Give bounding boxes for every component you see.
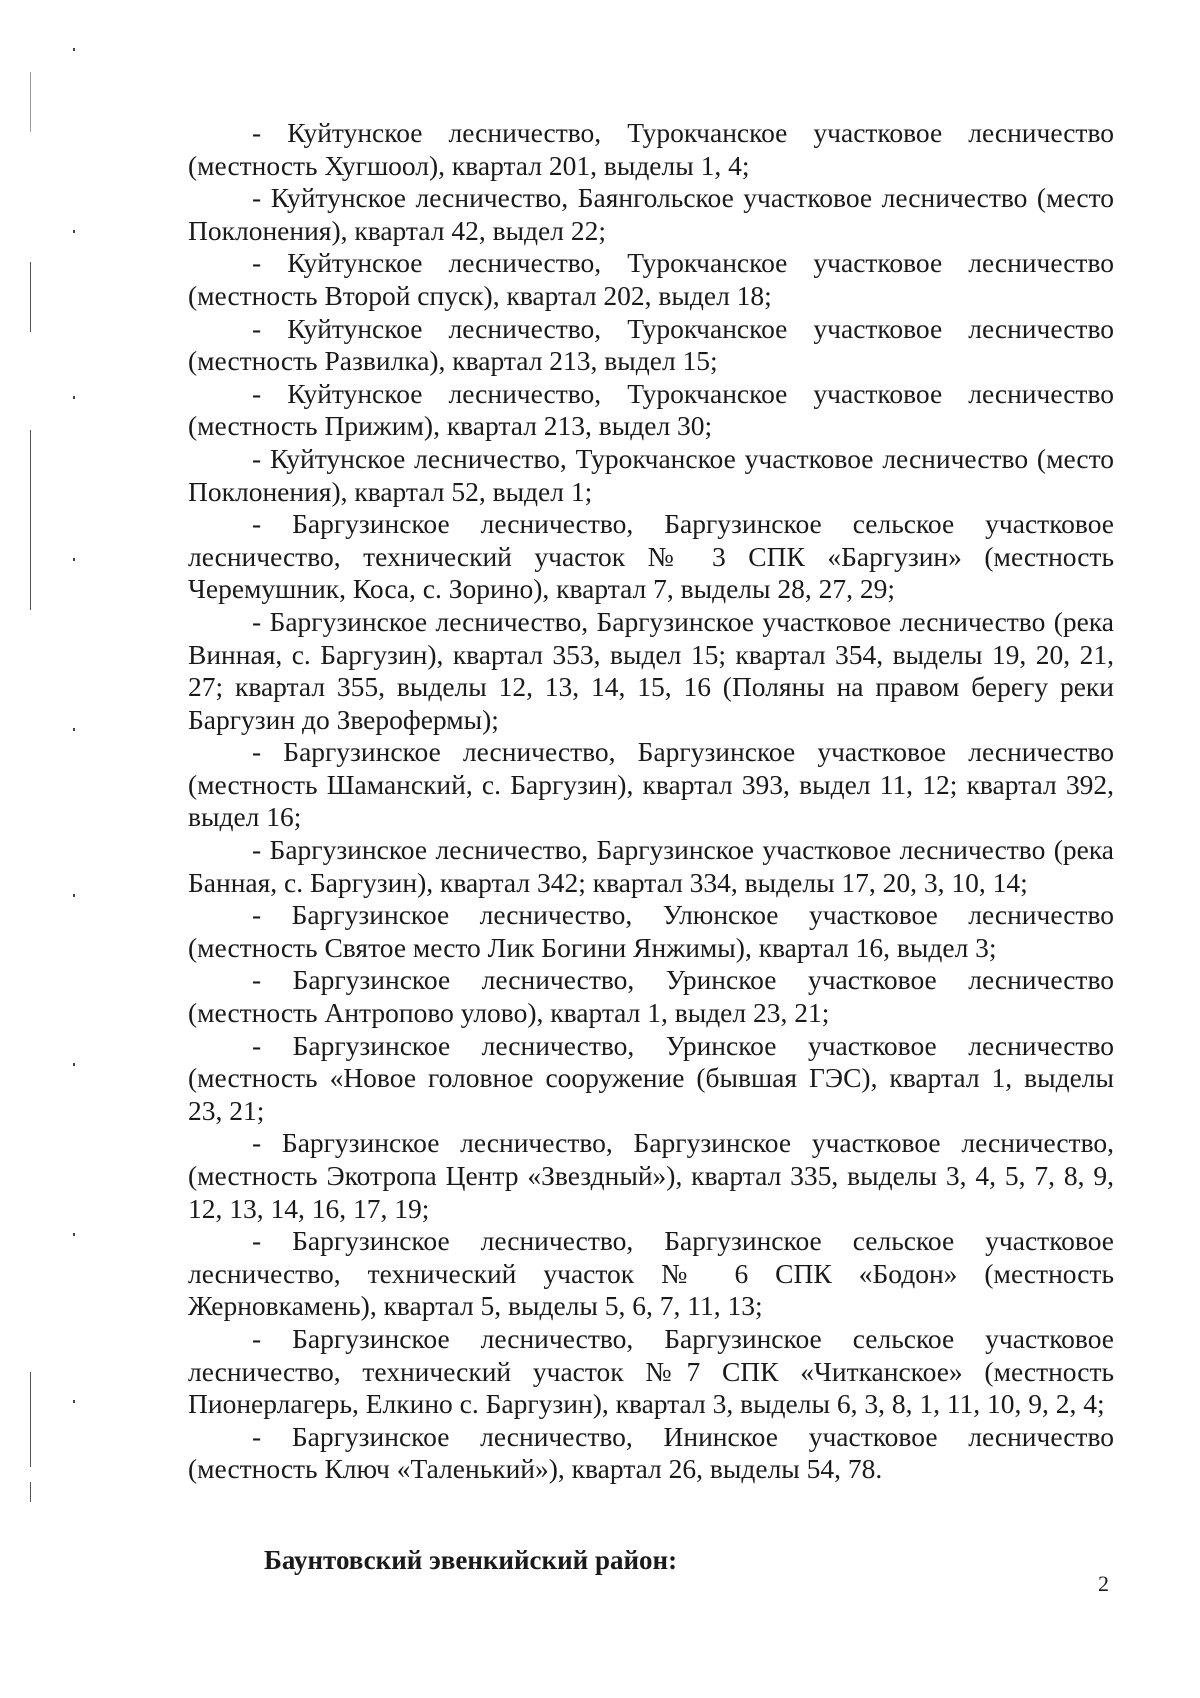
list-item: - Баргузинское лесничество, Улюнское участковое лесничество (местность Святое место Лик Богини Янжимы), квартал 16, выдел 3;: [188, 899, 1114, 963]
scan-artifact-line: [30, 262, 31, 332]
list-item: - Куйтунское лесничество, Турокчанское участковое лесничество (местность Хугшоол), квартал 201, выделы 1, 4;: [188, 117, 1114, 181]
list-item: - Баргузинское лесничество, Баргузинское участковое лесничество (местность Шаманский, с. Баргузин), квартал 393, выдел 11, 12; квартал 392, выдел 16;: [188, 736, 1114, 833]
list-item: - Куйтунское лесничество, Турокчанское участковое лесничество (местность Развилка), квартал 213, выдел 15;: [188, 312, 1114, 377]
list-item: - Баргузинское лесничество, Уринское участковое лесничество (местность Антропово улово), квартал 1, выдел 23, 21;: [188, 964, 1114, 1029]
list-item: - Куйтунское лесничество, Турокчанское участковое лесничество (местность Прижим), квартал 213, выдел 30;: [188, 377, 1114, 442]
scan-artifact-dot: [73, 48, 75, 51]
scan-artifact-dot: [73, 894, 75, 897]
list-item: - Куйтунское лесничество, Турокчанское участковое лесничество (место Поклонения), квартал 52, выдел 1;: [188, 442, 1114, 507]
scan-artifact-line: [30, 72, 31, 132]
list-item: - Баргузинское лесничество, Баргузинское участковое лесничество (река Банная, с. Баргузин), квартал 342; квартал 334, выделы 17, 20, 3, 10, 14;: [188, 834, 1114, 898]
scan-artifact-dot: [73, 1400, 75, 1403]
list-item: - Баргузинское лесничество, Ининское участковое лесничество (местность Ключ «Таленький»), квартал 26, выделы 54, 78.: [188, 1420, 1114, 1485]
list-item: - Баргузинское лесничество, Баргузинское участковое лесничество, (местность Экотропа Центр «Звездный»), квартал 335, выделы 3, 4, 5, 7, 8, 9, 12, 13, 14, 16, 17, 19;: [188, 1127, 1114, 1224]
list-item: - Куйтунское лесничество, Баянгольское участковое лесничество (место Поклонения), квартал 42, выдел 22;: [188, 182, 1114, 246]
list-item: - Баргузинское лесничество, Баргузинское сельское участковое лесничество, технический участок № 3 СПК «Баргузин» (местность Черемушник, Коса, с. Зорино), квартал 7, выделы 28, 27, 29;: [188, 508, 1114, 605]
document-body: [188, 117, 1114, 1577]
scan-artifact-dot: [73, 558, 75, 561]
page-number: 2: [1098, 1571, 1109, 1596]
scan-artifact-line: [30, 1372, 31, 1467]
scan-artifact-dot: [73, 396, 75, 399]
list-item: - Куйтунское лесничество, Турокчанское участковое лесничество (местность Второй спуск), квартал 202, выдел 18;: [188, 247, 1114, 311]
list-item: - Баргузинское лесничество, Уринское участковое лесничество (местность «Новое головное сооружение (бывшая ГЭС), квартал 1, выделы 23, 21;: [188, 1029, 1114, 1126]
scan-artifact-line: [30, 430, 31, 610]
scan-artifact-dot: [73, 1233, 75, 1236]
scan-artifact-dot: [73, 728, 75, 731]
list-item: - Баргузинское лесничество, Баргузинское сельское участковое лесничество, технический участок № 6 СПК «Бодон» (местность Жерновкамень), квартал 5, выделы 5, 6, 7, 11, 13;: [188, 1225, 1114, 1322]
scan-artifact-line: [30, 1482, 31, 1502]
list-item: - Баргузинское лесничество, Баргузинское сельское участковое лесничество, технический участок №7 СПК «Читканское» (местность Пионерлагерь, Елкино с. Баргузин), квартал 3, выделы 6, 3, 8, 1, 11, 10, 9, 2, 4;: [188, 1322, 1114, 1420]
list-item: - Баргузинское лесничество, Баргузинское участковое лесничество (река Винная, с. Баргузин), квартал 353, выдел 15; квартал 354, выделы 19, 20, 21, 27; квартал 355, выделы 12, 13, 14, 15, 16 (Поляны на правом берегу реки Баргузин до Зверофермы);: [188, 605, 1114, 735]
scan-artifact-dot: [73, 1063, 75, 1066]
section-heading: Баунтовский эвенкийский район:: [264, 1544, 678, 1575]
scan-artifact-dot: [73, 230, 75, 233]
